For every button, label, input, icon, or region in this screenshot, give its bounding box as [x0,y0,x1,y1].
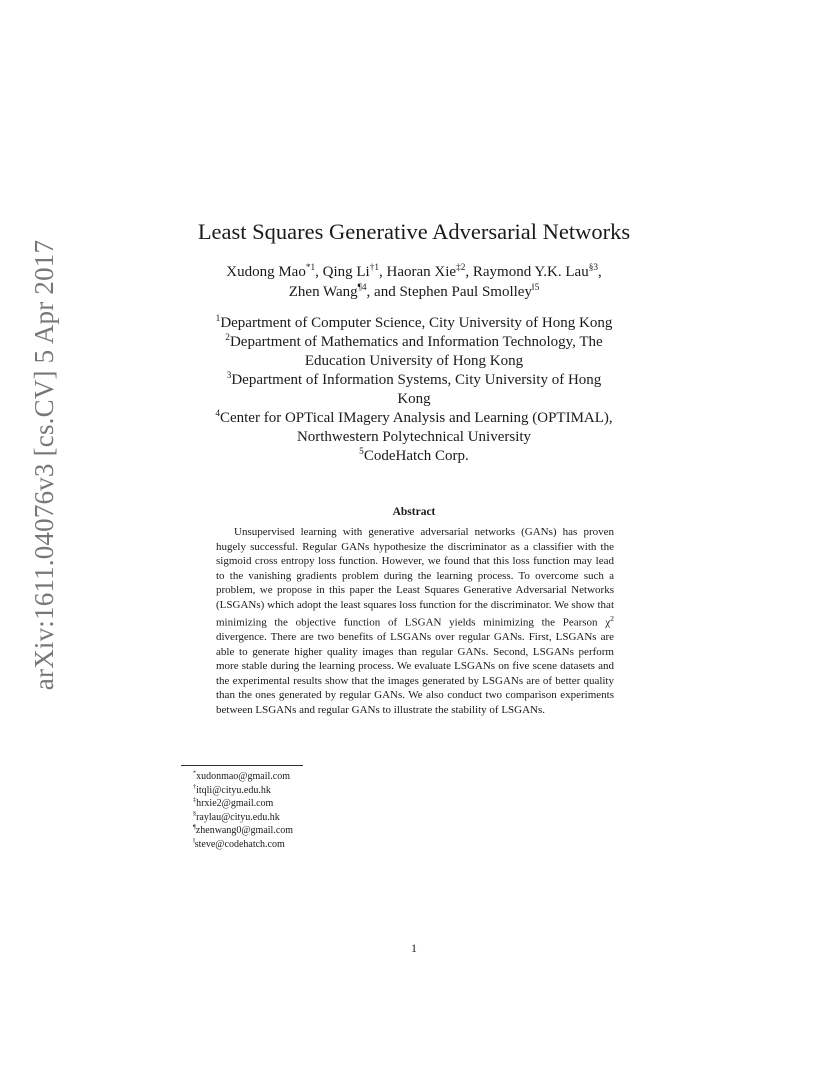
author-name: Xudong Mao [226,264,306,280]
affiliation-2 [0,333,828,371]
footnote-mark: * [193,769,197,777]
affiliation-number: 4 [215,409,220,419]
footnote-mark: ‖ [193,837,195,845]
abstract-body [216,525,614,717]
author-separator: , and [366,284,400,300]
footnote-email: hrxie2@gmail.com [196,798,274,809]
affiliation-line: Education University of Hong Kong [304,353,524,369]
footnote [193,838,293,852]
affiliation-line: Northwestern Polytechnical University [296,429,532,445]
footnote-rule [181,765,303,766]
affiliation-line: Kong [397,391,431,407]
affiliation-line: Department of Mathematics and Information Technology, The [229,334,603,350]
author-mark: ¶4 [357,283,367,293]
author-mark: †1 [369,263,380,273]
affiliation-line: Department of Information Systems, City University of Hong [231,372,602,388]
footnote-mark: ¶ [193,823,196,831]
affiliation-number: 5 [359,447,364,457]
page-number: 1 [411,941,417,955]
footnote [193,784,293,798]
footnote-email: itqli@cityu.edu.hk [196,784,271,796]
abstract-text: divergence. There are two benefits of LSGANs over regular GANs. First, LSGANs are able to generate higher quality images than regular GANs. Second, LSGANs perform more stable during the learning process. We evaluate LSGANs on five scene datasets and the experimental results show that the images generated by LSGANs are of better quality than the ones generated by regular GANs. We also conduct two comparison experiments between LSGANs and regular GANs to illustrate the stability of LSGANs. [216,631,614,716]
paper-title: Least Squares Generative Adversarial Networks [197,219,631,244]
footnote-email: zhenwang0@gmail.com [195,825,294,836]
chi-symbol: χ [605,616,611,629]
affiliation-line: Department of Computer Science, City University of Hong Kong [220,315,613,331]
footnote-mark: § [193,810,197,818]
affiliation-4 [0,409,828,447]
affiliation-5 [0,447,828,466]
footnote [193,824,293,838]
footnote-mark: † [193,783,197,791]
abstract-heading: Abstract [392,506,436,518]
author-list [0,262,828,302]
author-separator: , [315,264,323,280]
footnote [193,797,293,811]
footnote [193,770,293,784]
footnote-mark: ‡ [193,796,197,804]
affiliation-line: CodeHatch Corp. [363,448,469,464]
affiliation-number: 2 [225,333,230,343]
author-name: Raymond Y.K. Lau [472,264,589,280]
footnote-email: raylau@cityu.edu.hk [196,811,280,823]
author-name: Zhen Wang [288,284,358,300]
author-name: Qing Li [322,264,370,280]
footnote-list [193,770,293,851]
footnote-email: steve@codehatch.com [194,838,285,850]
author-separator: , [379,264,387,280]
affiliation-line: Center for OPTical IMagery Analysis and Learning (OPTIMAL), [219,410,613,426]
author-separator: , [465,264,473,280]
abstract-text: Unsupervised learning with generative adversarial networks (GANs) has proven hugely successful. Regular GANs hypothesize the discriminator as a classifier with the sigmoid cross entropy loss function. However, we found that this loss function may lead to the vanishing gradients problem during the learning process. To overcome such a problem, we propose in this paper the Least Squares Generative Adversarial Networks (LSGANs) which adopt the least squares loss function for the discriminator. We show that minimizing the objective function of LSGAN yields minimizing the Pearson [216,526,614,629]
footnote [193,811,293,825]
chi-exponent: 2 [610,614,614,623]
affiliation-number: 1 [215,314,221,324]
author-mark: §3 [588,263,598,273]
author-separator: , [598,264,602,280]
affiliation-3 [0,371,828,409]
author-mark: ‡2 [456,263,466,273]
affiliation-number: 3 [226,371,232,381]
author-name: Haoran Xie [386,264,457,280]
affiliation-list [0,314,828,466]
author-mark: ‖5 [531,283,540,293]
author-name: Stephen Paul Smolley [399,284,532,300]
affiliation-1 [0,314,828,333]
footnote-email: xudonmao@gmail.com [196,771,291,782]
arxiv-identifier-stamp: arXiv:1611.04076v3 [cs.CV] 5 Apr 2017 [29,239,59,691]
author-mark: *1 [305,263,316,273]
